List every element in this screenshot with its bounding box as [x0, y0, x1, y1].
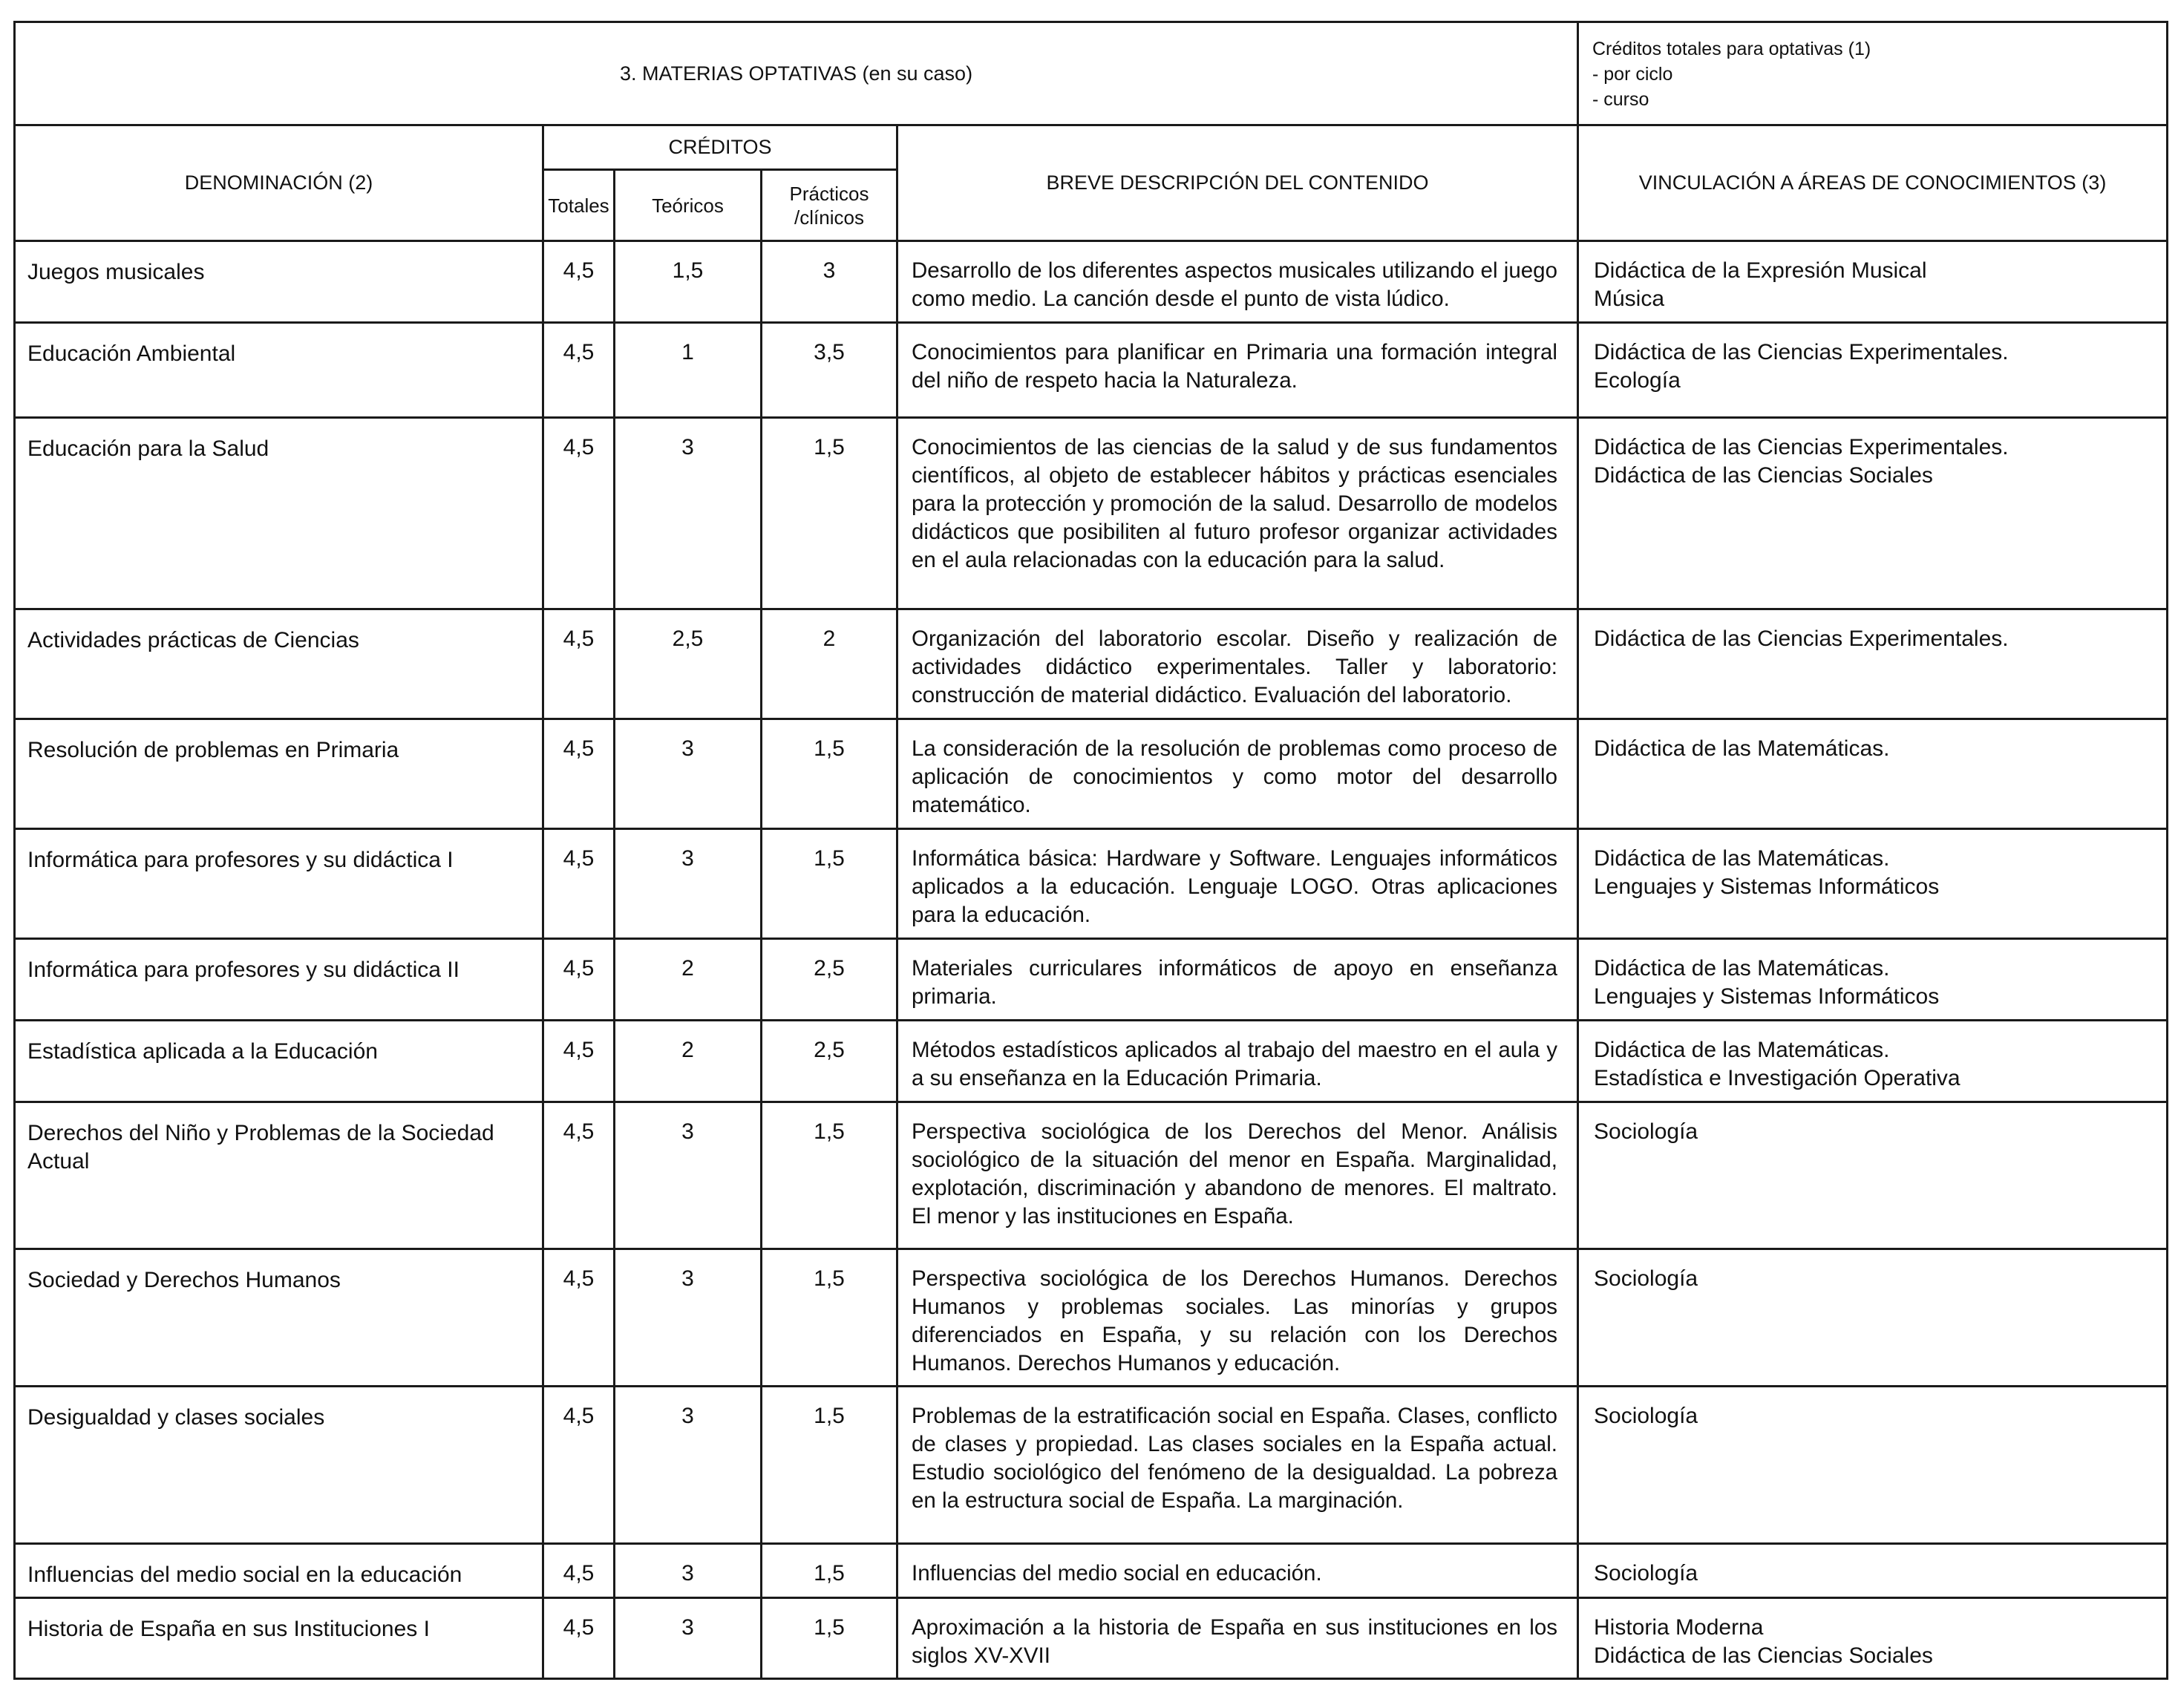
- knowledge-area: Historia Moderna: [1594, 1615, 1764, 1640]
- content-description: Materiales curriculares informáticos de apoyo en enseñanza primaria.: [897, 939, 1578, 1021]
- credits-teoricos: 3: [615, 1249, 762, 1387]
- credits-teoricos: 1,5: [615, 241, 762, 323]
- credits-practicos: 2,5: [762, 939, 897, 1021]
- content-description: Informática básica: Hardware y Software. Lenguajes informáticos aplicados a la educación. Lenguaje LOGO. Otras aplicaciones para la educación.: [897, 829, 1578, 939]
- credits-practicos: 1,5: [762, 719, 897, 829]
- table-row: [15, 1387, 2168, 1544]
- credits-teoricos: 2,5: [615, 609, 762, 719]
- knowledge-area: Lenguajes y Sistemas Informáticos: [1594, 984, 1940, 1009]
- subject-name: Desigualdad y clases sociales: [15, 1387, 543, 1544]
- knowledge-area: Música: [1594, 287, 1665, 311]
- knowledge-area: Didáctica de las Ciencias Experimentales.: [1594, 340, 2009, 364]
- credits-practicos: 1,5: [762, 1598, 897, 1679]
- col-header-teoricos: Teóricos: [615, 170, 762, 241]
- subject-name: Educación para la Salud: [15, 418, 543, 609]
- knowledge-area: Sociología: [1594, 1404, 1698, 1428]
- subject-name: Estadística aplicada a la Educación: [15, 1021, 543, 1102]
- knowledge-area: Didáctica de las Ciencias Sociales: [1594, 463, 1933, 488]
- knowledge-area: Didáctica de las Ciencias Experimentales.: [1594, 435, 2009, 459]
- table-row: [15, 609, 2168, 719]
- knowledge-area: Didáctica de las Matemáticas.: [1594, 1038, 1890, 1062]
- subject-name: Educación Ambiental: [15, 323, 543, 418]
- knowledge-areas: [1578, 1102, 2168, 1249]
- table-row: [15, 1544, 2168, 1598]
- table-row: [15, 1021, 2168, 1102]
- credits-practicos: 1,5: [762, 1249, 897, 1387]
- credits-teoricos: 2: [615, 939, 762, 1021]
- content-description: Desarrollo de los diferentes aspectos musicales utilizando el juego como medio. La canción desde el punto de vista lúdico.: [897, 241, 1578, 323]
- credits-teoricos: 3: [615, 1544, 762, 1598]
- knowledge-areas: [1578, 1544, 2168, 1598]
- table-row: [15, 719, 2168, 829]
- knowledge-areas: [1578, 323, 2168, 418]
- table-row: [15, 939, 2168, 1021]
- content-description: Perspectiva sociológica de los Derechos del Menor. Análisis sociológico de la situación del menor en España. Marginalidad, explotación, discriminación y abandono de menores. El maltrato. El menor y las instituciones en España.: [897, 1102, 1578, 1249]
- credits-totales: 4,5: [543, 1544, 615, 1598]
- credits-total-note: [1578, 22, 2168, 125]
- knowledge-area: Didáctica de las Matemáticas.: [1594, 956, 1890, 981]
- credits-totales: 4,5: [543, 1021, 615, 1102]
- content-description: Aproximación a la historia de España en sus instituciones en los siglos XV-XVII: [897, 1598, 1578, 1679]
- credits-practicos: 1,5: [762, 1102, 897, 1249]
- col-header-totales: Totales: [543, 170, 615, 241]
- credits-practicos: 1,5: [762, 829, 897, 939]
- content-description: Perspectiva sociológica de los Derechos Humanos. Derechos Humanos y problemas sociales. Las minorías y grupos diferenciados en España, y su relación con los Derechos Humanos. Derechos Humanos y educación.: [897, 1249, 1578, 1387]
- credits-teoricos: 3: [615, 719, 762, 829]
- table-row: [15, 1249, 2168, 1387]
- subject-name: Informática para profesores y su didáctica I: [15, 829, 543, 939]
- knowledge-area: Sociología: [1594, 1561, 1698, 1586]
- document-page: [13, 21, 2166, 1680]
- credits-totales: 4,5: [543, 1102, 615, 1249]
- knowledge-area: Didáctica de las Matemáticas.: [1594, 846, 1890, 871]
- credits-practicos: 1,5: [762, 418, 897, 609]
- knowledge-areas: [1578, 939, 2168, 1021]
- subject-name: Sociedad y Derechos Humanos: [15, 1249, 543, 1387]
- credits-teoricos: 1: [615, 323, 762, 418]
- knowledge-area: Sociología: [1594, 1266, 1698, 1291]
- credits-teoricos: 3: [615, 1598, 762, 1679]
- content-description: La consideración de la resolución de problemas como proceso de aplicación de conocimientos y como motor del desarrollo matemático.: [897, 719, 1578, 829]
- knowledge-area: Didáctica de las Ciencias Sociales: [1594, 1643, 1933, 1668]
- credits-totales: 4,5: [543, 241, 615, 323]
- knowledge-areas: [1578, 418, 2168, 609]
- content-description: Métodos estadísticos aplicados al trabajo del maestro en el aula y a su enseñanza en la Educación Primaria.: [897, 1021, 1578, 1102]
- credits-totales: 4,5: [543, 609, 615, 719]
- col-header-vinculacion: VINCULACIÓN A ÁREAS DE CONOCIMIENTOS (3): [1578, 125, 2168, 241]
- knowledge-areas: [1578, 1387, 2168, 1544]
- subject-name: Derechos del Niño y Problemas de la Sociedad Actual: [15, 1102, 543, 1249]
- credits-totales: 4,5: [543, 323, 615, 418]
- table-row: [15, 323, 2168, 418]
- content-description: Organización del laboratorio escolar. Diseño y realización de actividades didáctico experimentales. Taller y laboratorio: construcción de material didáctico. Evaluación del laboratorio.: [897, 609, 1578, 719]
- table-row: [15, 241, 2168, 323]
- credits-teoricos: 3: [615, 1387, 762, 1544]
- subject-name: Informática para profesores y su didáctica II: [15, 939, 543, 1021]
- section-title: 3. MATERIAS OPTATIVAS (en su caso): [15, 22, 1578, 125]
- table-row: [15, 418, 2168, 609]
- credits-note-line: - curso: [1592, 89, 1649, 110]
- subject-name: Juegos musicales: [15, 241, 543, 323]
- knowledge-area: Sociología: [1594, 1119, 1698, 1144]
- content-description: Influencias del medio social en educación.: [897, 1544, 1578, 1598]
- knowledge-area: Didáctica de las Matemáticas.: [1594, 736, 1890, 761]
- credits-teoricos: 3: [615, 829, 762, 939]
- table-row: [15, 1598, 2168, 1679]
- subject-name: Resolución de problemas en Primaria: [15, 719, 543, 829]
- credits-totales: 4,5: [543, 1249, 615, 1387]
- subject-name: Actividades prácticas de Ciencias: [15, 609, 543, 719]
- optativas-table: [13, 21, 2168, 1680]
- table-row: [15, 829, 2168, 939]
- col-header-practicos: Prácticos /clínicos: [762, 170, 897, 241]
- col-header-descripcion: BREVE DESCRIPCIÓN DEL CONTENIDO: [897, 125, 1578, 241]
- credits-totales: 4,5: [543, 418, 615, 609]
- knowledge-area: Ecología: [1594, 368, 1681, 393]
- credits-practicos: 1,5: [762, 1387, 897, 1544]
- credits-totales: 4,5: [543, 939, 615, 1021]
- content-description: Conocimientos de las ciencias de la salud y de sus fundamentos científicos, al objeto de establecer hábitos y prácticas esenciales para la protección y promoción de la salud. Desarrollo de modelos didácticos que posibiliten al futuro profesor organizar actividades en el aula relacionadas con la educación para la salud.: [897, 418, 1578, 609]
- credits-teoricos: 3: [615, 1102, 762, 1249]
- knowledge-area: Didáctica de las Ciencias Experimentales.: [1594, 626, 2009, 651]
- table-row: [15, 1102, 2168, 1249]
- credits-note-line: - por ciclo: [1592, 64, 1673, 85]
- content-description: Problemas de la estratificación social en España. Clases, conflicto de clases y propiedad. Las clases sociales en la España actual. Estudio sociológico del fenómeno de la desigualdad. La pobreza en la estructura social de España. La marginación.: [897, 1387, 1578, 1544]
- subject-name: Influencias del medio social en la educación: [15, 1544, 543, 1598]
- knowledge-area: Lenguajes y Sistemas Informáticos: [1594, 874, 1940, 899]
- knowledge-area: Estadística e Investigación Operativa: [1594, 1066, 1960, 1090]
- credits-practicos: 3,5: [762, 323, 897, 418]
- knowledge-areas: [1578, 1249, 2168, 1387]
- knowledge-areas: [1578, 829, 2168, 939]
- credits-totales: 4,5: [543, 829, 615, 939]
- knowledge-areas: [1578, 1598, 2168, 1679]
- credits-totales: 4,5: [543, 1598, 615, 1679]
- credits-totales: 4,5: [543, 1387, 615, 1544]
- table-body: [15, 241, 2168, 1679]
- credits-practicos: 2: [762, 609, 897, 719]
- content-description: Conocimientos para planificar en Primaria una formación integral del niño de respeto hacia la Naturaleza.: [897, 323, 1578, 418]
- col-header-denominacion: DENOMINACIÓN (2): [15, 125, 543, 241]
- credits-practicos: 2,5: [762, 1021, 897, 1102]
- credits-teoricos: 3: [615, 418, 762, 609]
- knowledge-areas: [1578, 1021, 2168, 1102]
- knowledge-areas: [1578, 719, 2168, 829]
- col-header-creditos: CRÉDITOS: [543, 125, 897, 170]
- credits-practicos: 1,5: [762, 1544, 897, 1598]
- credits-note-line: Créditos totales para optativas (1): [1592, 39, 1871, 59]
- credits-totales: 4,5: [543, 719, 615, 829]
- knowledge-area: Didáctica de la Expresión Musical: [1594, 258, 1927, 283]
- credits-practicos: 3: [762, 241, 897, 323]
- knowledge-areas: [1578, 609, 2168, 719]
- credits-teoricos: 2: [615, 1021, 762, 1102]
- knowledge-areas: [1578, 241, 2168, 323]
- subject-name: Historia de España en sus Instituciones I: [15, 1598, 543, 1679]
